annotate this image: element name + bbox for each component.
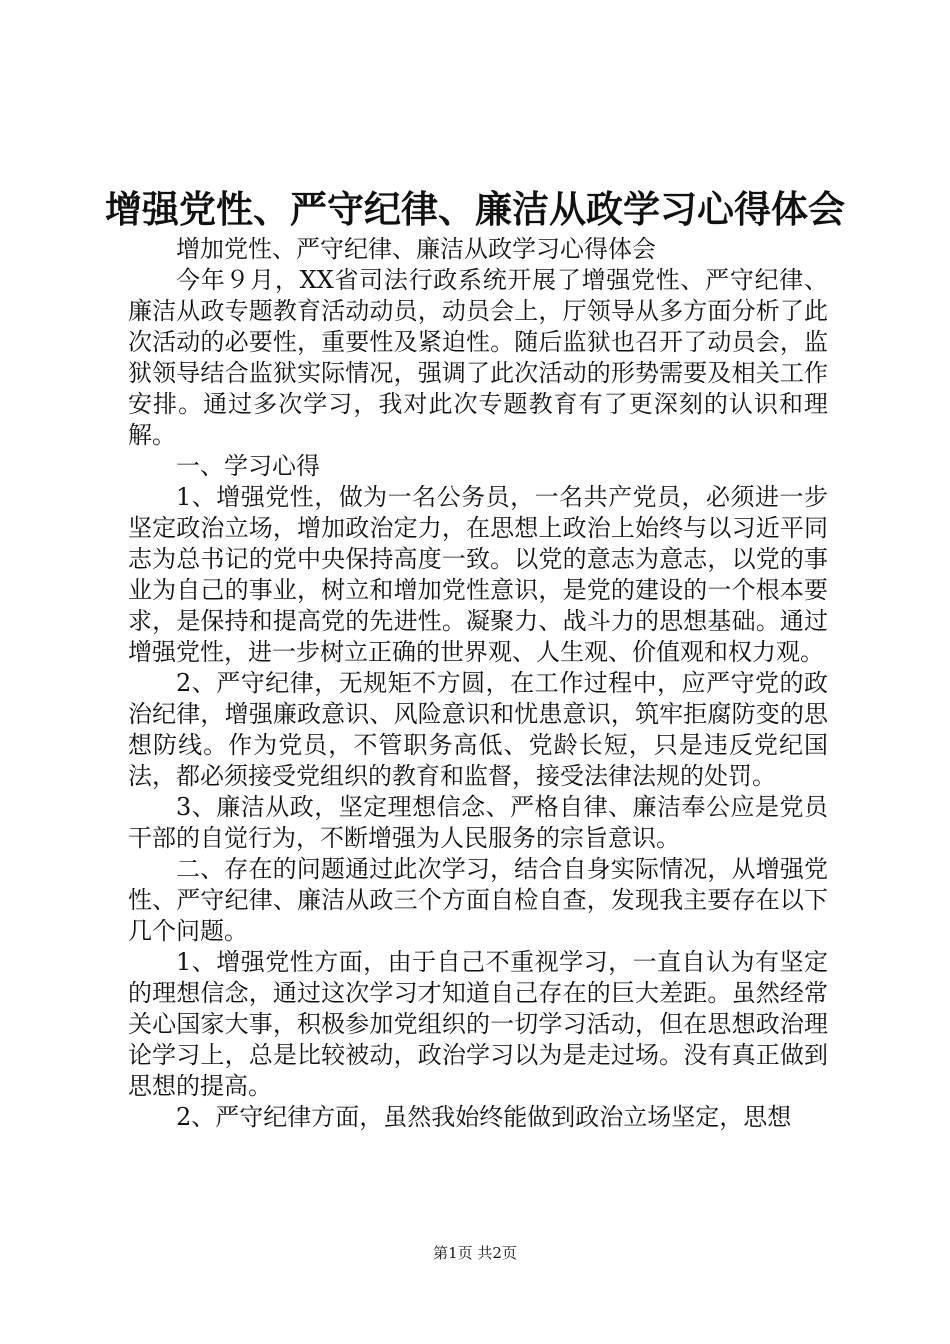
paragraph-subtitle: 增加党性、严守纪律、廉洁从政学习心得体会	[176, 235, 656, 263]
page-footer: 第1页 共2页	[433, 1244, 517, 1262]
paragraph-problem-2: 2、严守纪律方面，虽然我始终能做到政治立场坚定，思想	[176, 1103, 792, 1131]
document-body	[128, 234, 828, 1133]
paragraph-problem-1: 1、增强党性方面，由于自己不重视学习，一直自认为有坚定的理想信念，通过这次学习才知道自己存在的巨大差距。虽然经常关心国家大事，积极参加党组织的一切学习活动，但在思想政治理论学习上，总是比较被动，政治学习以为是走过场。没有真正做到思想的提高。	[128, 948, 828, 1100]
document-title: 增强党性、严守纪律、廉洁从政学习心得体会	[105, 187, 845, 231]
section-heading-1: 一、学习心得	[176, 452, 320, 480]
paragraph-point-2: 2、严守纪律，无规矩不方圆，在工作过程中，应严守党的政治纪律，增强廉政意识、风险意识和忧患意识，筑牢拒腐防变的思想防线。作为党员，不管职务高低、党龄长短，只是违反党纪国法，都必须接受党组织的教育和监督，接受法律法规的处罚。	[128, 669, 828, 790]
section-heading-2: 二、存在的问题通过此次学习，结合自身实际情况，从增强党性、严守纪律、廉洁从政三个方面自检自查，发现我主要存在以下几个问题。	[128, 855, 828, 945]
paragraph-intro: 今年９月，XX省司法行政系统开展了增强党性、严守纪律、廉洁从政专题教育活动动员，动员会上，厅领导从多方面分析了此次活动的必要性，重要性及紧迫性。随后监狱也召开了动员会，监狱领导结合监狱实际情况，强调了此次活动的形势需要及相关工作安排。通过多次学习，我对此次专题教育有了更深刻的认识和理解。	[128, 266, 828, 449]
paragraph-point-3: 3、廉洁从政，坚定理想信念、严格自律、廉洁奉公应是党员干部的自觉行为，不断增强为人民服务的宗旨意识。	[128, 793, 828, 852]
paragraph-point-1: 1、增强党性，做为一名公务员，一名共产党员，必须进一步坚定政治立场，增加政治定力，在思想上政治上始终与以习近平同志为总书记的党中央保持高度一致。以党的意志为意志，以党的事业为自己的事业，树立和增加党性意识，是党的建设的一个根本要求，是保持和提高党的先进性。凝聚力、战斗力的思想基础。通过增强党性，进一步树立正确的世界观、人生观、价值观和权力观。	[128, 483, 828, 666]
